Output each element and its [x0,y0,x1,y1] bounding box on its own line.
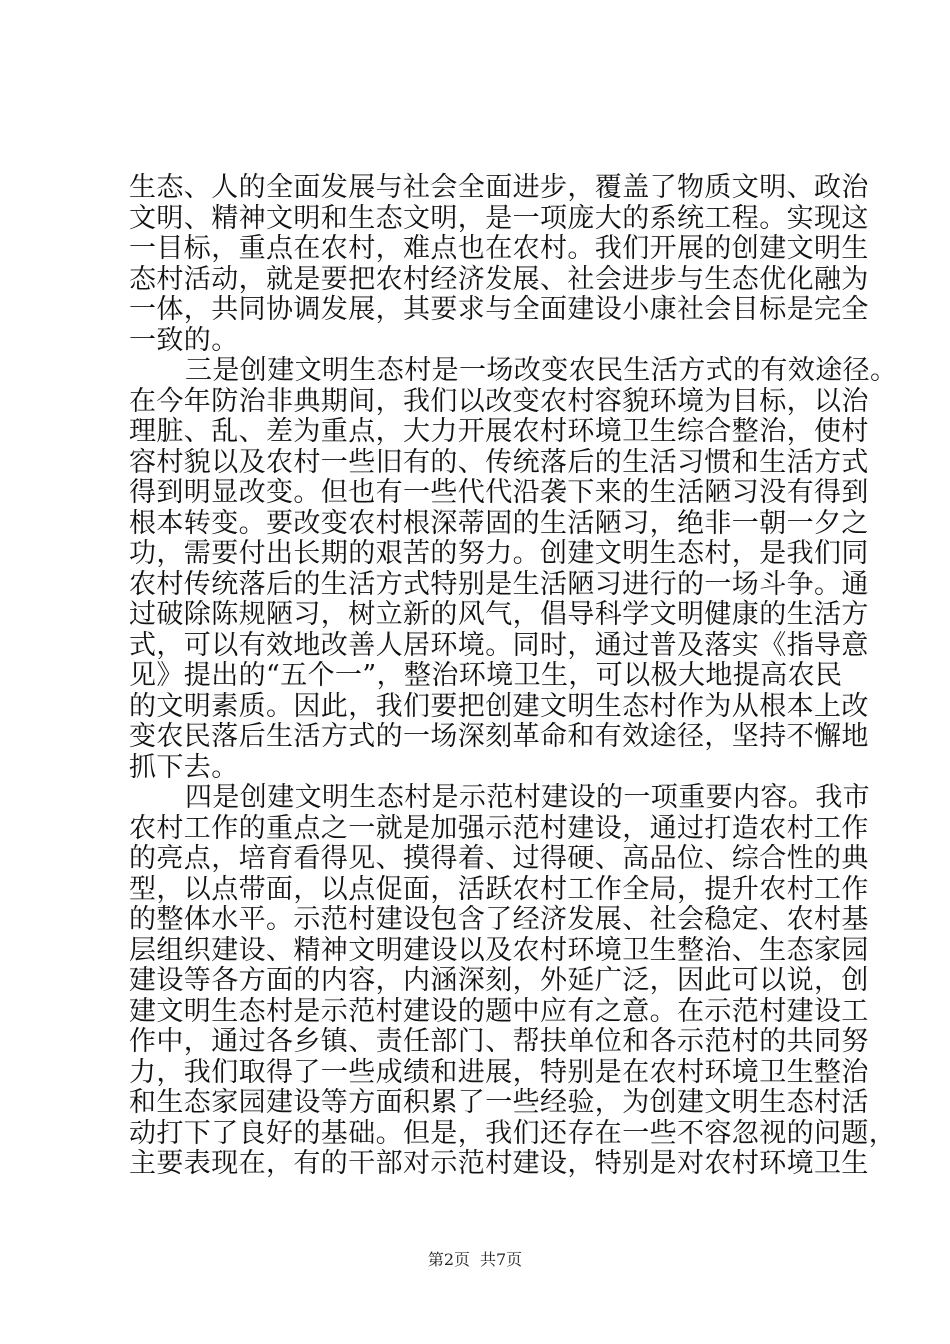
text-line: 作中，通过各乡镇、责任部门、帮扶单位和各示范村的共同努 [129,1026,869,1057]
text-line: 动打下了良好的基础。但是，我们还存在一些不容忽视的问题， [129,1117,897,1149]
text-line: 农村传统落后的生活方式特别是生活陋习进行的一场斗争。通 [129,568,869,600]
text-line: 力，我们取得了一些成绩和进展，特别是在农村环境卫生整治 [129,1056,869,1088]
text-line: 一目标，重点在农村，难点也在农村。我们开展的创建文明生 [129,233,869,264]
text-line: 文明、精神文明和生态文明，是一项庞大的系统工程。实现这 [129,202,869,234]
text-line: 见》提出的“五个一”，整治环境卫生，可以极大地提高农民 [129,660,843,691]
text-line: 容村貌以及农村一些旧有的、传统落后的生活习惯和生活方式 [129,446,869,478]
text-line: 根本转变。要改变农村根深蒂固的生活陋习，绝非一朝一夕之 [129,507,869,539]
text-line: 变农民落后生活方式的一场深刻革命和有效途径，坚持不懈地 [129,721,869,752]
text-line: 的文明素质。因此，我们要把创建文明生态村作为从根本上改 [129,690,869,722]
text-line: 式，可以有效地改善人居环境。同时，通过普及落实《指导意 [129,629,869,661]
text-line: 层组织建设、精神文明建设以及农村环境卫生整治、生态家园 [129,934,869,966]
text-line: 主要表现在，有的干部对示范村建设，特别是对农村环境卫生 [129,1148,869,1179]
text-line: 三是创建文明生态村是一场改变农民生活方式的有效途径。 [185,355,898,386]
text-line: 功，需要付出长期的艰苦的努力。创建文明生态村，是我们同 [129,538,869,569]
text-line: 得到明显改变。但也有一些代代沿袭下来的生活陋习没有得到 [129,477,869,508]
text-line: 过破除陈规陋习，树立新的风气，倡导科学文明健康的生活方 [129,599,869,630]
document-body [129,172,898,1180]
text-line: 建文明生态村是示范村建设的题中应有之意。在示范村建设工 [129,995,869,1027]
page-number: 第2页 [427,1250,470,1269]
text-line: 和生态家园建设等方面积累了一些经验，为创建文明生态村活 [129,1087,869,1118]
text-line: 一体，共同协调发展，其要求与全面建设小康社会目标是完全 [129,294,869,325]
text-line: 四是创建文明生态村是示范村建设的一项重要内容。我市 [185,782,870,813]
text-line: 农村工作的重点之一就是加强示范村建设，通过打造农村工作 [129,812,869,844]
text-line: 建设等各方面的内容，内涵深刻，外延广泛，因此可以说，创 [129,965,869,996]
page-footer [0,1247,950,1270]
text-line: 的整体水平。示范村建设包含了经济发展、社会稳定、农村基 [129,904,869,935]
text-line: 型，以点带面，以点促面，活跃农村工作全局，提升农村工作 [129,873,869,905]
page-total: 共7页 [480,1250,523,1269]
text-line: 态村活动，就是要把农村经济发展、社会进步与生态优化融为 [129,263,869,295]
text-line: 理脏、乱、差为重点，大力开展农村环境卫生综合整治，使村 [129,416,869,447]
text-line: 抓下去。 [129,751,239,783]
text-line: 一致的。 [129,324,239,356]
text-line: 生态、人的全面发展与社会全面进步，覆盖了物质文明、政治 [129,172,869,203]
text-line: 在今年防治非典期间，我们以改变农村容貌环境为目标，以治 [129,385,869,417]
text-line: 的亮点，培育看得见、摸得着、过得硬、高品位、综合性的典 [129,843,869,874]
